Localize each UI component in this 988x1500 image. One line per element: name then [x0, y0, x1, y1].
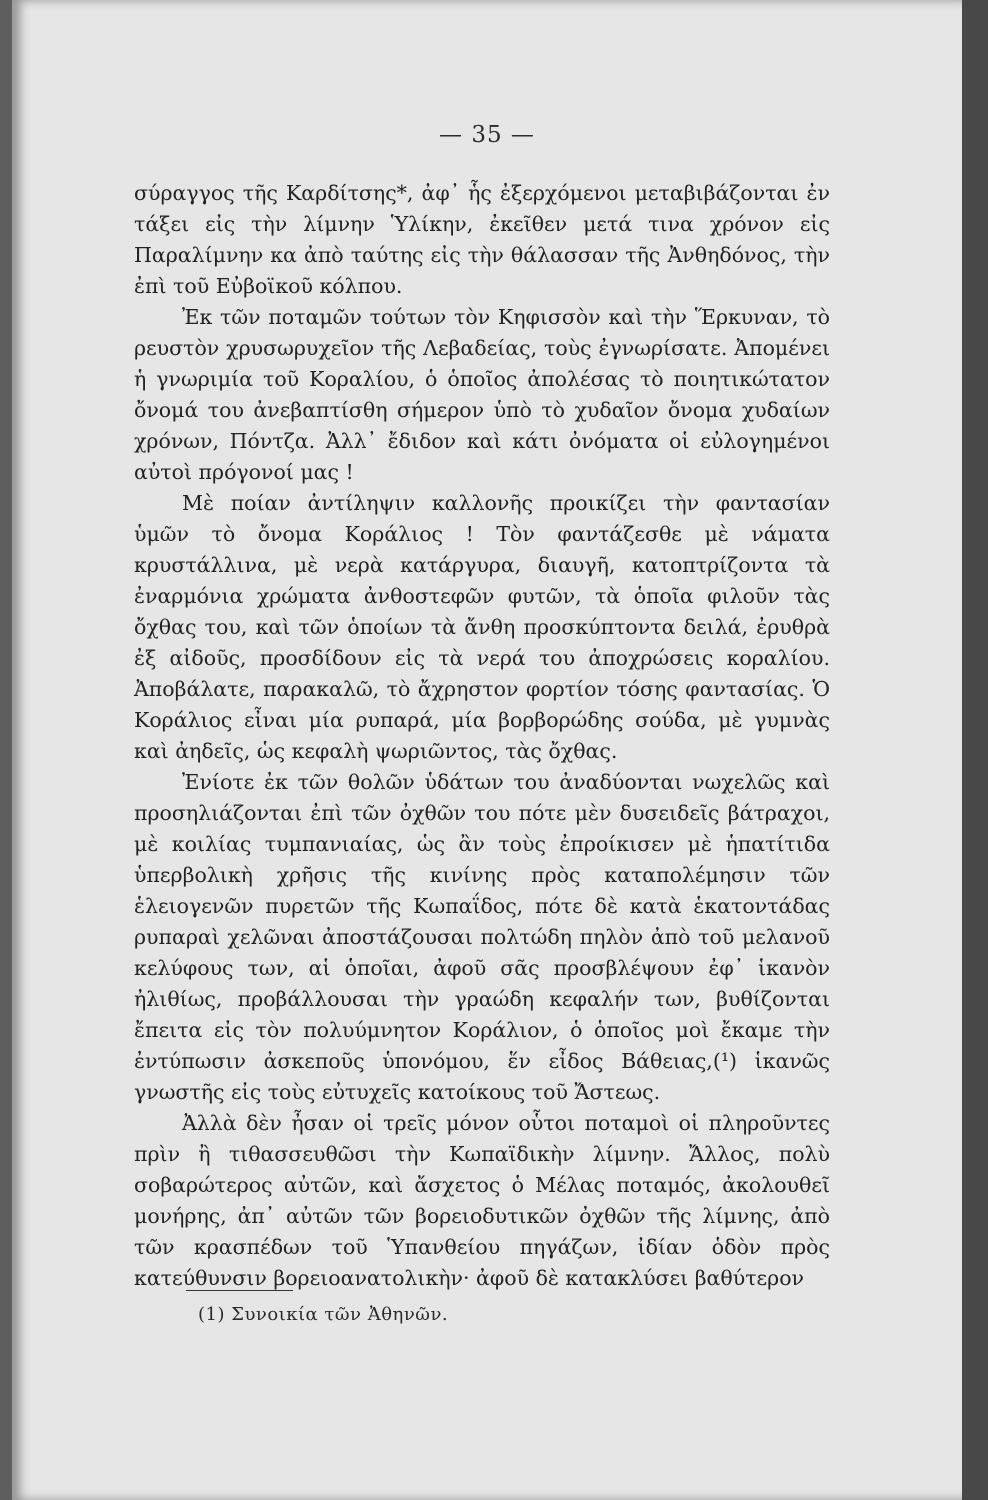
footnote: (1) Συνοικία τῶν Ἀθηνῶν.: [198, 1304, 449, 1325]
paragraph: Ἀλλὰ δὲν ἦσαν οἱ τρεῖς μόνον οὗτοι ποταμοὶ οἱ πληροῦντες πρὶν ἢ τιθασσευθῶσι τὴν Κωπαϊδικὴν λίμνην. Ἄλλος, πολὺ σοβαρώτερος αὐτῶν, καὶ ἄσχετος ὁ Μέλας ποταμός, ἀκολουθεῖ μονήρης, ἀπ᾽ αὐτῶν τῶν βορειοδυτικῶν ὀχθῶν τῆς λίμνης, ἀπὸ τῶν κρασπέδων τοῦ Ὑπανθείου πηγάζων, ἰδίαν ὁδὸν πρὸς κατεύθυνσιν βορειοανατολικὴν· ἀφοῦ δὲ κατακλύσει βαθύτερον: [134, 1111, 830, 1290]
footnote-rule: [186, 1290, 293, 1291]
paragraph: Ἐκ τῶν ποταμῶν τούτων τὸν Κηφισσὸν καὶ τὴν Ἕρκυναν, τὸ ρευστὸν χρυσωρυχεῖον τῆς Λεβαδείας, τοὺς ἐγνωρίσατε. Ἀπομένει ἡ γνωριμία τοῦ Κοραλίου, ὁ ὁποῖος ἀπολέσας τὸ ποιητικώτατον ὄνομά του ἀνεβαπτίσθη σήμερον ὑπὸ τὸ χυδαῖον ὄνομα χυδαίων χρόνων, Πόντζα. Ἀλλ᾽ ἔδιδον καὶ κάτι ὀνόματα οἱ εὐλογημένοι αὐτοὶ πρόγονοί μας !: [134, 305, 830, 484]
paragraph: σύραγγος τῆς Καρδίτσης*, ἀφ᾽ ἧς ἐξερχόμενοι μεταβιβάζονται ἐν τάξει εἰς τὴν λίμνην Ὑλίκην, ἐκεῖθεν μετά τινα χρόνον εἰς Παραλίμνην κα ἀπὸ ταύτης εἰς τὴν θάλασσαν τῆς Ἀνθηδόνος, τὴν ἐπὶ τοῦ Εὐβοϊκοῦ κόλπου.: [134, 181, 830, 298]
paragraph: Μὲ ποίαν ἀντίληψιν καλλονῆς προικίζει τὴν φαντασίαν ὑμῶν τὸ ὄνομα Κοράλιος ! Τὸν φαντάζεσθε μὲ νάματα κρυστάλλινα, μὲ νερὰ κατάργυρα, διαυγῆ, κατοπτρίζοντα τὰ ἐναρμόνια χρώματα ἀνθοστεφῶν φυτῶν, τὰ ὁποῖα φιλοῦν τὰς ὄχθας του, καὶ τῶν ὁποίων τὰ ἄνθη προσκύπτοντα δειλά, ἐρυθρὰ ἐξ αἰδοῦς, προσδίδουν εἰς τὰ νερά του ἀποχρώσεις κοραλίου. Ἀποβάλατε, παρακαλῶ, τὸ ἄχρηστον φορτίον τόσης φαντασίας. Ὁ Κοράλιος εἶναι μία ρυπαρά, μία βορβορώδης σούδα, μὲ γυμνὰς καὶ ἀηδεῖς, ὡς κεφαλὴ ψωριῶντος, τὰς ὄχθας.: [134, 491, 830, 763]
page-number: — 35 —: [439, 122, 535, 148]
paragraph: Ἐνίοτε ἐκ τῶν θολῶν ὑδάτων του ἀναδύονται νωχελῶς καὶ προσηλιάζονται ἐπὶ τῶν ὀχθῶν του πότε μὲν δυσειδεῖς βάτραχοι, μὲ κοιλίας τυμπανιαίας, ὡς ἂν τοὺς ἐπροίκισεν μὲ ἡπατίτιδα ὑπερβολικὴ χρῆσις τῆς κινίνης πρὸς καταπολέμησιν τῶν ἑλειογενῶν πυρετῶν τῆς Κωπαΐδος, πότε δὲ κατὰ ἑκατοντάδας ρυπαραὶ χελῶναι ἀποστάζουσαι πολτώδη πηλὸν ἀπὸ τοῦ μελανοῦ κελύφους των, αἱ ὁποῖαι, ἀφοῦ σᾶς προσβλέψουν ἐφ᾽ ἱκανὸν ἠλιθίως, προβάλλουσαι τὴν γραώδη κεφαλήν των, βυθίζονται ἔπειτα εἰς τὸν πολυύμνητον Κοράλιον, ὁ ὁποῖος μοὶ ἔκαμε τὴν ἐντύπωσιν ἀσκεποῦς ὑπονόμου, ἕν εἶδος Βάθειας,(¹) ἱκανῶς γνωστῆς εἰς τοὺς εὐτυχεῖς κατοίκους τοῦ Ἄστεως.: [134, 770, 830, 1104]
body-text: [134, 178, 830, 1294]
book-page: [12, 0, 962, 1500]
page-edge: [962, 0, 988, 1500]
